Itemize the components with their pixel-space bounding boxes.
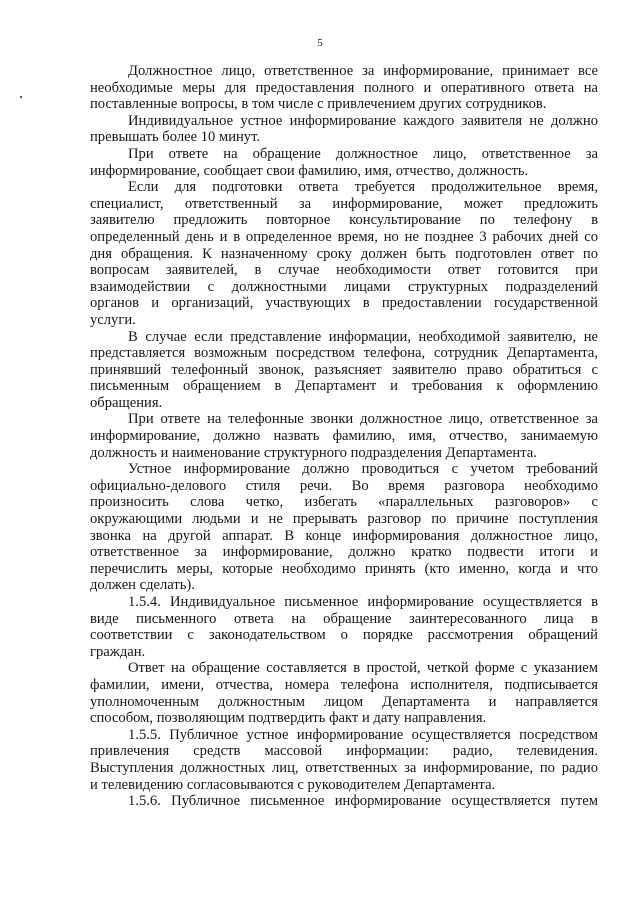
paragraph-p9	[90, 660, 598, 726]
text-line: звонка на другой аппарат. В конце информирования должностное лицо,	[90, 527, 598, 544]
text-line: Должностное лицо, ответственное за информирование, принимает все	[128, 63, 598, 79]
text-line: ответственное за информирование, должно кратко подвести итоги и	[90, 544, 598, 561]
text-line: Устное информирование должно проводиться с учетом требований	[128, 461, 598, 478]
text-line: информирование, сообщает свои фамилию, имя, отчество, должность.	[90, 162, 529, 179]
text-line: уполномоченным должностным лицом Департамента и направляется	[90, 693, 598, 710]
text-line: соответствии с законодательством о порядке рассмотрения обращений	[90, 627, 598, 644]
text-line: виде письменного ответа на обращение заинтересованного лица в	[90, 610, 598, 627]
text-line: должность и наименование структурного подразделения Департамента.	[90, 444, 537, 461]
text-line: должен сделать).	[90, 577, 195, 594]
text-line: Выступления должностных лиц, ответственных за информирование, по радио	[90, 759, 598, 776]
text-line: При ответе на обращение должностное лицо, ответственное за	[128, 145, 598, 162]
text-line: вопросам заявителей, в случае необходимости ответ готовится при	[90, 262, 598, 279]
text-line: В случае если представление информации, необходимой заявителю, не	[128, 328, 598, 345]
text-line: Если для подготовки ответа требуется продолжительное время,	[128, 179, 598, 196]
text-line: принявший телефонный звонок, разъясняет заявителю право обратиться с	[90, 361, 598, 378]
text-line: При ответе на телефонные звонки должностное лицо, ответственное за	[128, 411, 598, 428]
paragraph-p11	[90, 793, 598, 810]
text-line: поставленные вопросы, в том числе с привлечением других сотрудников.	[90, 96, 547, 113]
text-line: привлечения средств массовой информации: радио, телевидения.	[90, 743, 598, 760]
text-line: Ответ на обращение составляется в простой, четкой форме с указанием	[128, 660, 598, 677]
text-line: 1.5.6. Публичное письменное информирование осуществляется путем	[128, 793, 598, 810]
text-line: фамилии, имени, отчества, номера телефона исполнителя, подписывается	[90, 676, 598, 693]
document-body	[90, 63, 598, 810]
text-line: 1.5.5. Публичное устное информирование осуществляется посредством	[128, 726, 598, 743]
paragraph-p7	[90, 461, 598, 594]
text-line: заявителю предложить повторное консультирование по телефону в	[90, 212, 598, 229]
text-line: 1.5.4. Индивидуальное письменное информирование осуществляется в	[128, 594, 598, 610]
text-line: информирование, должно назвать фамилию, имя, отчество, занимаемую	[90, 428, 598, 445]
text-line: и телевидению согласовываются с руководителем Департамента.	[90, 776, 496, 793]
text-line: перечислить меры, которые необходимо принять (кто именно, когда и что	[90, 560, 598, 577]
scan-dot	[20, 96, 22, 98]
paragraph-p8	[90, 594, 598, 660]
text-line: органов и организаций, участвующих в предоставлении государственной	[90, 295, 598, 312]
paragraph-p1	[90, 63, 598, 113]
paragraph-p4	[90, 179, 598, 328]
text-line: письменным обращением в Департамент и требования к оформлению	[90, 378, 598, 395]
text-line: окружающими людьми и не прерывать разговор по причине поступления	[90, 511, 598, 528]
text-line: официально-делового стиля речи. Во время разговора необходимо	[90, 477, 598, 494]
paragraph-p2	[90, 113, 598, 146]
text-line: способом, позволяющим подтвердить факт и дату направления.	[90, 710, 487, 727]
text-line: определенный день и в определенное время, но не позднее 3 рабочих дней со	[90, 228, 598, 245]
text-line: произносить слова четко, избегать «параллельных разговоров» с	[90, 494, 598, 511]
page-number: 5	[317, 37, 323, 49]
text-line: дня обращения. К назначенному сроку должен быть подготовлен ответ по	[90, 245, 598, 262]
paragraph-p6	[90, 411, 598, 461]
text-line: граждан.	[90, 643, 146, 660]
text-line: представляется возможным посредством телефона, сотрудник Департамента,	[90, 345, 598, 362]
text-line: услуги.	[90, 311, 136, 328]
text-line: обращения.	[90, 394, 163, 411]
paragraph-p3	[90, 146, 598, 179]
text-line: специалист, ответственный за информирование, может предложить	[90, 195, 598, 212]
text-line: взаимодействии с должностными лицами структурных подразделений	[90, 278, 598, 295]
text-line: необходимые меры для предоставления полного и оперативного ответа на	[90, 79, 598, 96]
paragraph-p5	[90, 329, 598, 412]
text-line: превышать более 10 минут.	[90, 129, 261, 146]
paragraph-p10	[90, 727, 598, 793]
text-line: Индивидуальное устное информирование каждого заявителя не должно	[128, 112, 598, 129]
